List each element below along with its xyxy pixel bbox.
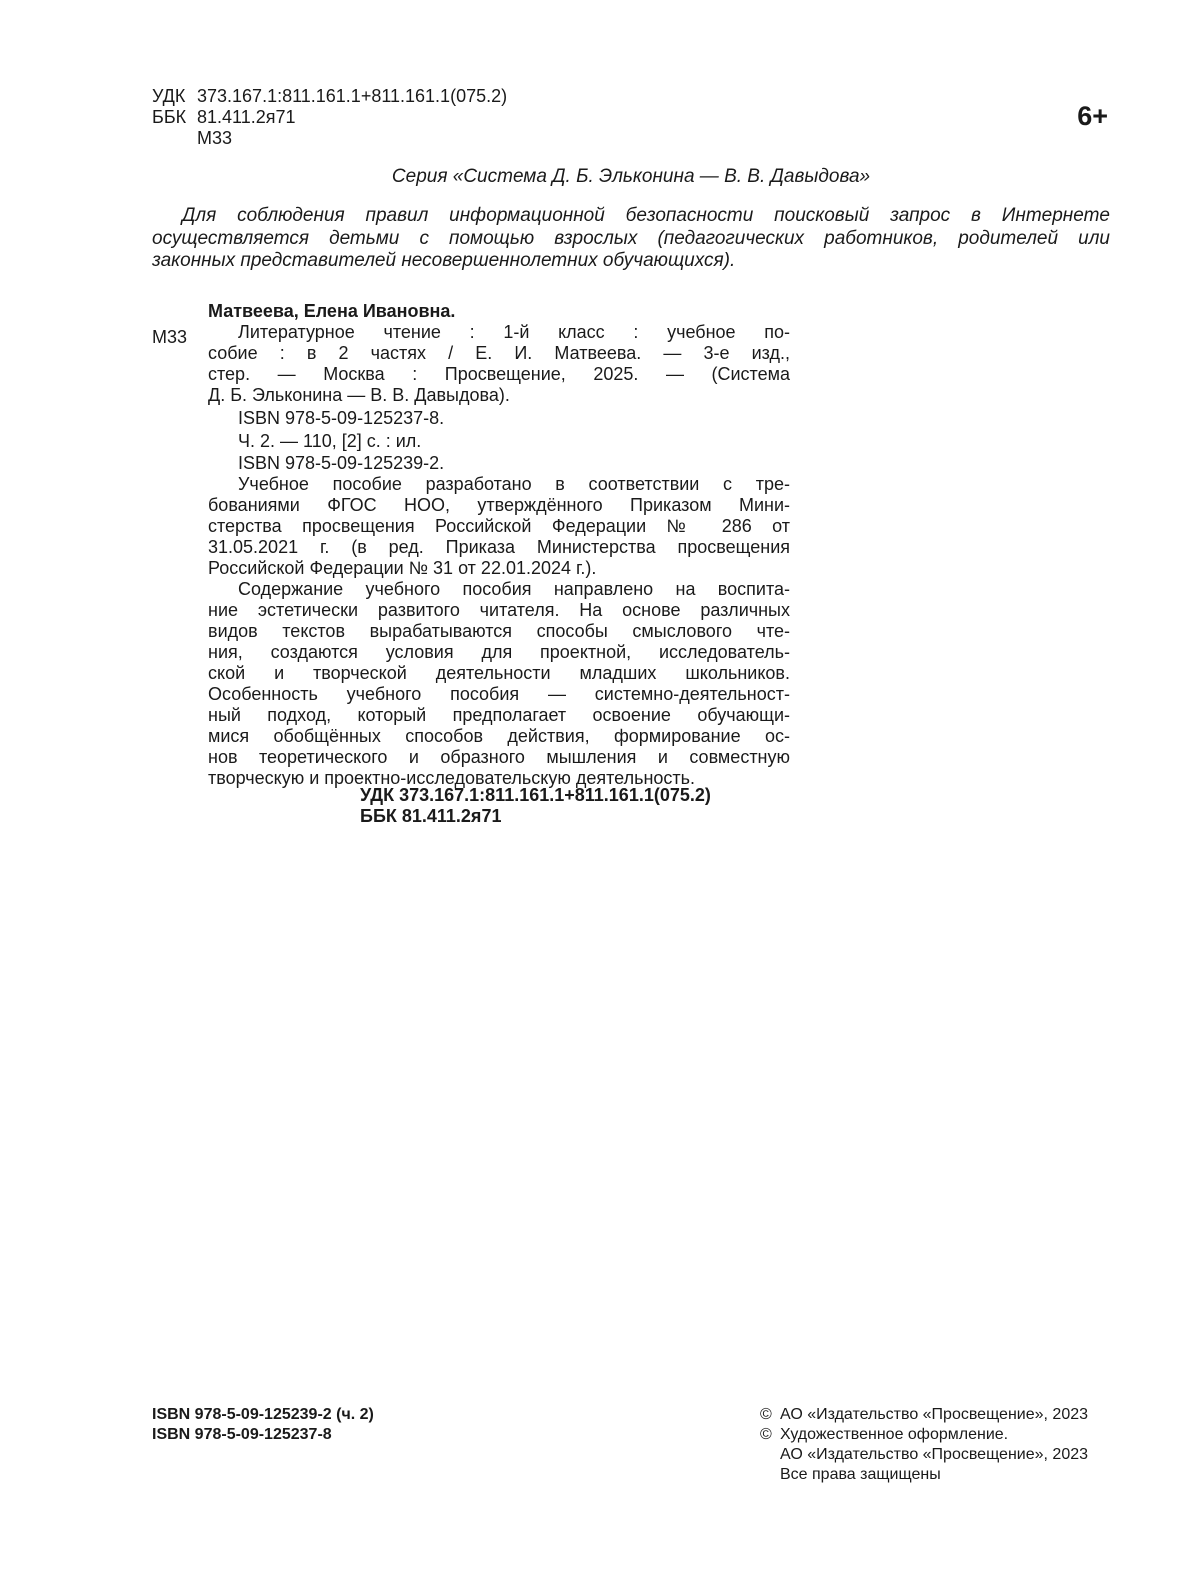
card-part-info: Ч. 2. — 110, [2] с. : ил. <box>238 431 422 451</box>
card-para2-line: мися обобщённых способов действия, формирование ос- <box>208 726 790 746</box>
card-para2-line: ние эстетически развитого читателя. На основе различных <box>208 600 790 620</box>
copyright-line-2 <box>760 1425 1008 1445</box>
card-para1-line: бованиями ФГОС НОО, утверждённого Приказом Мини- <box>208 495 790 515</box>
card-author: Матвеева, Елена Ивановна. <box>208 301 456 321</box>
warning-line: осуществляется детьми с помощью взрослых (педагогических работников, родителей или <box>152 227 1110 249</box>
card-para2-line: нов теоретического и образного мышления и совместную <box>208 747 790 767</box>
bbk-label: ББК <box>152 107 187 127</box>
series-text: Серия «Система Д. Б. Эльконина — В. В. Давыдова» <box>391 166 871 187</box>
card-isbn-general: ISBN 978-5-09-125237-8. <box>238 408 445 428</box>
card-para2-line: творческую и проектно-исследовательскую деятельность. <box>208 768 696 788</box>
udk-label: УДК <box>152 86 186 106</box>
card-para1-line: стерства просвещения Российской Федерации № 286 от <box>208 516 790 536</box>
card-para1-line: 31.05.2021 г. (в ред. Приказа Министерства просвещения <box>208 537 790 557</box>
warning-line: Для соблюдения правил информационной безопасности поисковый запрос в Интернете <box>182 205 1110 226</box>
copyright-icon: © <box>760 1426 772 1443</box>
card-para1-line: Учебное пособие разработано в соответствии с тре- <box>238 474 790 494</box>
card-isbn-part: ISBN 978-5-09-125239-2. <box>238 453 445 473</box>
udk-value: 373.167.1:811.161.1+811.161.1(075.2) <box>197 86 508 106</box>
safety-warning <box>152 205 1110 273</box>
card-title-line: Д. Б. Эльконина — В. В. Давыдова). <box>208 385 510 405</box>
card-title-line: стер. — Москва : Просвещение, 2025. — (Система <box>208 364 790 384</box>
age-rating: 6+ <box>1077 101 1108 131</box>
series-title <box>152 165 1110 189</box>
copyright-line-1 <box>760 1405 1088 1425</box>
rights-reserved <box>760 1465 941 1485</box>
bbk-value: 81.411.2я71 <box>197 107 296 127</box>
bibliographic-card <box>208 300 790 789</box>
card-udk-final: УДК 373.167.1:811.161.1+811.161.1(075.2) <box>360 785 711 805</box>
copyright-text: АО «Издательство «Просвещение», 2023 <box>780 1446 1089 1463</box>
card-para2-line: видов текстов вырабатываются способы смыслового чте- <box>208 621 790 641</box>
card-bbk-final: ББК 81.411.2я71 <box>360 806 502 826</box>
card-para2-line: Содержание учебного пособия направлено на воспита- <box>238 579 790 599</box>
card-para2-line: ния, создаются условия для проектной, исследователь- <box>208 642 790 662</box>
copyright-icon: © <box>760 1406 772 1423</box>
copyright-line-3 <box>760 1445 1088 1465</box>
card-para2-line: ской и творческой деятельности младших школьников. <box>208 663 790 683</box>
copyright-text: Художественное оформление. <box>780 1426 1009 1443</box>
rights-text: Все права защищены <box>780 1466 941 1483</box>
author-code: М33 <box>197 128 233 148</box>
footer-isbn-general: ISBN 978-5-09-125237-8 <box>152 1426 332 1443</box>
footer-isbn-part2: ISBN 978-5-09-125239-2 (ч. 2) <box>152 1406 374 1423</box>
card-para1-line: Российской Федерации № 31 от 22.01.2024 г.). <box>208 558 597 578</box>
card-para2-line: Особенность учебного пособия — системно-деятельност- <box>208 684 790 704</box>
copyright-text: АО «Издательство «Просвещение», 2023 <box>780 1406 1089 1423</box>
card-title-line: собие : в 2 частях / Е. И. Матвеева. — 3-е изд., <box>208 343 790 363</box>
card-title-line: Литературное чтение : 1-й класс : учебное по- <box>238 322 790 342</box>
card-author-code: М33 <box>152 327 188 347</box>
warning-line: законных представителей несовершеннолетних обучающихся). <box>152 250 736 271</box>
card-para2-line: ный подход, который предполагает освоение обучающи- <box>208 705 790 725</box>
